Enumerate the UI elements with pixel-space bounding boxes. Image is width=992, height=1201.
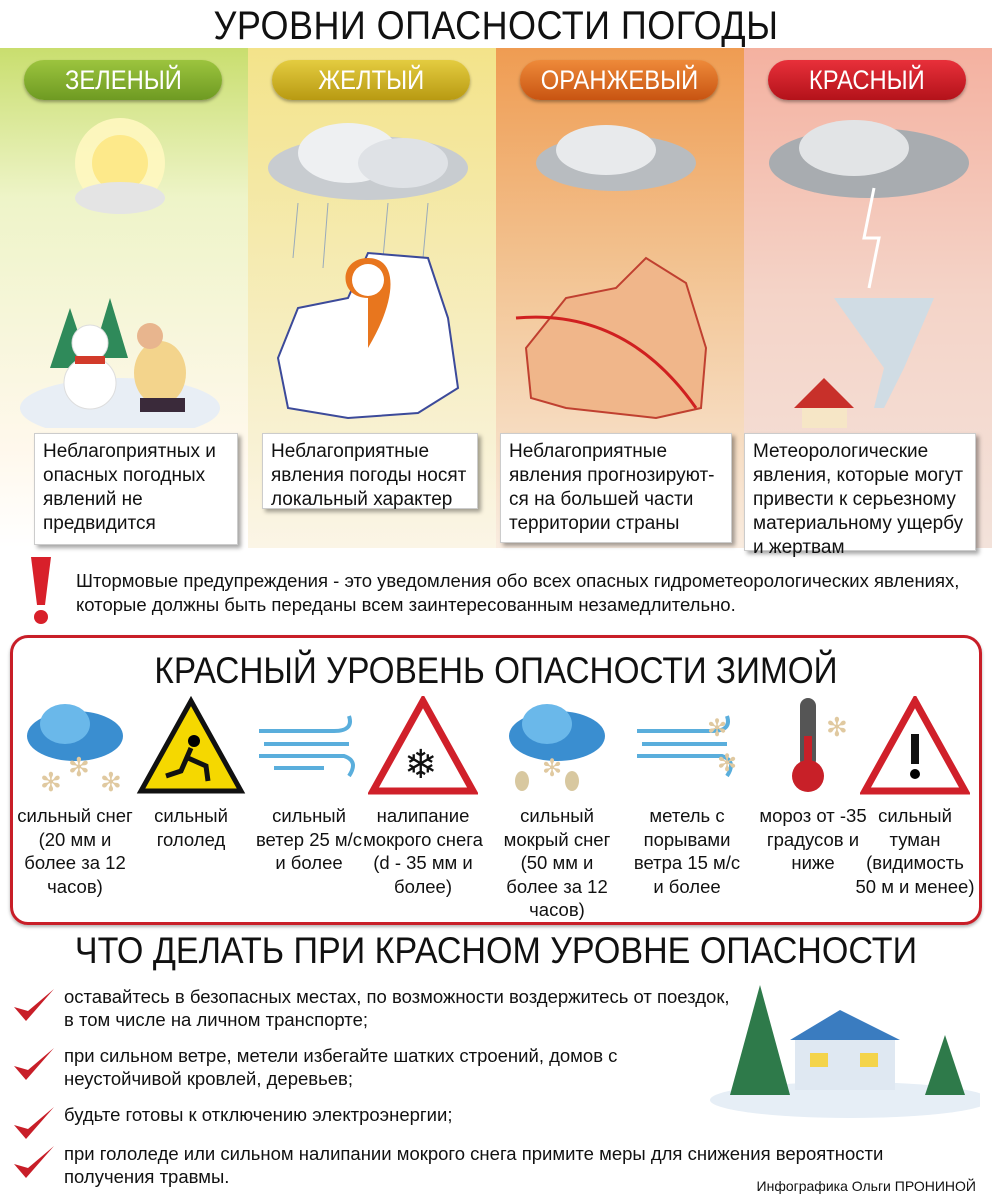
level-description: Неблагоприятные явления погоды носят локальный характер — [262, 433, 478, 509]
slippery-sign-icon — [136, 696, 246, 796]
action-text: будьте готовы к отключению электроэнергии; — [64, 1104, 453, 1125]
level-label: ОРАНЖЕВЫЙ — [520, 60, 718, 100]
action-text: при сильном ветре, метели избегайте шатких строений, домов с неустойчивой кровлей, деревьев; — [64, 1045, 618, 1089]
hazard-text: сильный гололед — [154, 805, 228, 850]
sleet-cloud-icon — [502, 696, 612, 796]
credit: Инфографика Ольги ПРОНИНОЙ — [756, 1178, 976, 1194]
hazard-item — [627, 696, 747, 898]
svg-text:✻: ✻ — [100, 767, 122, 796]
thermometer-icon — [758, 696, 868, 796]
hazard-item — [363, 696, 483, 898]
svg-text:✻: ✻ — [542, 755, 563, 782]
hazard-text: метель с порывами ветра 15 м/с и более — [633, 805, 741, 897]
list-item — [12, 985, 732, 1031]
hazard-item — [131, 696, 251, 851]
wind-icon — [254, 696, 364, 796]
checkmark-icon — [12, 1144, 56, 1184]
svg-text:✻: ✻ — [707, 715, 728, 742]
snowflake-sign-icon — [368, 696, 478, 796]
level-yellow — [248, 48, 496, 548]
winter-house-illustration — [700, 985, 980, 1120]
winter-panel-title: КРАСНЫЙ УРОВЕНЬ ОПАСНОСТИ ЗИМОЙ — [154, 650, 838, 691]
warning-sign-icon — [860, 696, 970, 796]
svg-text:✻: ✻ — [68, 752, 90, 782]
actions-title: ЧТО ДЕЛАТЬ ПРИ КРАСНОМ УРОВНЕ ОПАСНОСТИ — [74, 930, 918, 971]
storm-warning-text: Штормовые предупреждения - это уведомления обо всех опасных гидрометеорологических явлениях, которые должны быть переданы всем заинтересованным незамедлительно. — [76, 570, 960, 615]
winter-red-level-panel — [10, 635, 982, 925]
level-label: ЗЕЛЕНЫЙ — [24, 60, 222, 100]
hazard-text: налипание мокрого снега (d - 35 мм и более) — [363, 805, 483, 897]
list-item — [12, 1044, 692, 1090]
hazard-item — [855, 696, 975, 898]
checkmark-icon — [12, 987, 56, 1027]
svg-text:✻: ✻ — [40, 767, 62, 796]
hazard-item — [497, 696, 617, 922]
hazard-text: сильный туман (видимость 50 м и менее) — [855, 805, 975, 897]
hazard-text: сильный снег (20 мм и более за 12 часов) — [17, 805, 133, 897]
level-description: Метеорологические явления, которые могут привести к серьезному материальному ущербу и жертвам — [744, 433, 976, 551]
action-text: оставайтесь в безопасных местах, по возможности воздержитесь от поездок, в том числе на личном транспорте; — [64, 986, 730, 1030]
list-item — [12, 1103, 692, 1126]
cloud-map-illustration — [258, 108, 486, 428]
hazard-text: сильный мокрый снег (50 мм и более за 12 часов) — [503, 805, 611, 920]
storm-tornado-illustration — [754, 108, 982, 428]
svg-text:✻: ✻ — [826, 712, 848, 742]
snow-cloud-map-illustration — [506, 108, 734, 428]
hazard-text: мороз от -35 градусов и ниже — [759, 805, 867, 873]
sun-snowman-illustration — [10, 108, 238, 428]
level-orange — [496, 48, 744, 548]
hazard-item — [15, 696, 135, 898]
hazard-text: сильный ветер 25 м/с и более — [255, 805, 363, 873]
level-red — [744, 48, 992, 558]
level-label: КРАСНЫЙ — [768, 60, 966, 100]
checkmark-icon — [12, 1105, 56, 1145]
level-green — [0, 48, 248, 548]
level-description: Неблагоприятные явления прогнозируют-ся на большей части территории страны — [500, 433, 732, 543]
svg-text:❄: ❄ — [404, 743, 438, 787]
snow-cloud-icon — [20, 696, 130, 796]
svg-text:✻: ✻ — [717, 750, 738, 777]
blizzard-icon — [632, 696, 742, 796]
checkmark-icon — [12, 1046, 56, 1086]
page-title: УРОВНИ ОПАСНОСТИ ПОГОДЫ — [213, 4, 779, 48]
level-description: Неблагоприятных и опасных погодных явлений не предвидится — [34, 433, 238, 545]
action-text: при гололеде или сильном налипании мокрого снега примите меры для снижения вероятности получения травмы. — [64, 1143, 884, 1187]
hazard-item — [249, 696, 369, 875]
danger-levels — [0, 48, 992, 558]
level-label: ЖЕЛТЫЙ — [272, 60, 470, 100]
exclamation-icon — [30, 555, 52, 625]
